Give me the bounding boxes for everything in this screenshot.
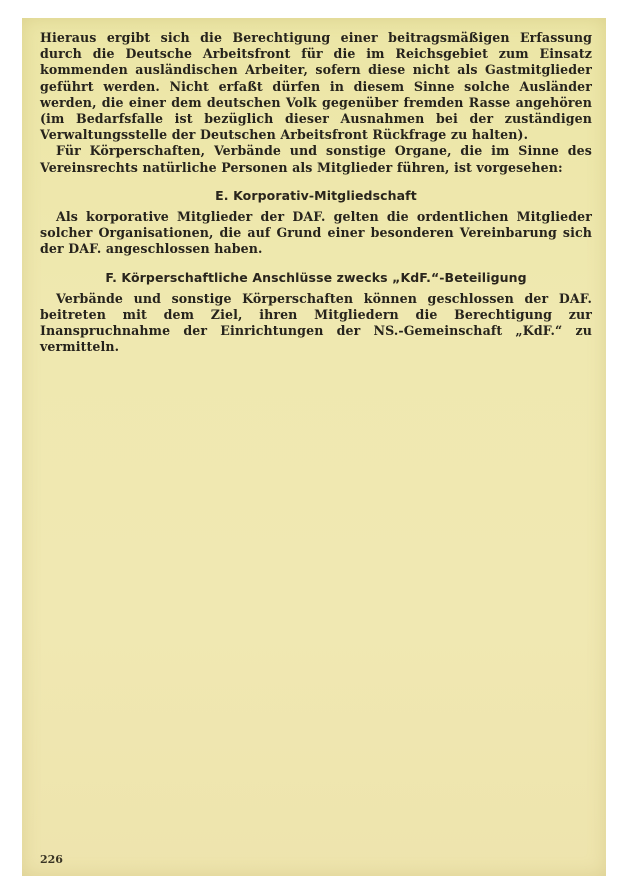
page-number: 226 <box>40 853 63 866</box>
paragraph-intro-2: Für Körperschaften, Verbände und sonstige Organe, die im Sinne des Vereinsrechts natürliche Personen als Mitglieder führen, ist vorgesehen: <box>40 143 592 175</box>
section-f-paragraph: Verbände und sonstige Körperschaften können geschlossen der DAF. beitreten mit dem Ziel, ihren Mitgliedern die Berechtigung zur Inanspruchnahme der Einrichtungen der NS.-Gemeinschaft „KdF.“ zu vermitteln. <box>40 290 592 355</box>
paragraph-intro-1: Hieraus ergibt sich die Berechtigung einer beitragsmäßigen Erfassung durch die Deutsche Arbeitsfront für die im Reichsgebiet zum Einsatz kommenden ausländischen Arbeiter, sofern diese nicht als Gastmitglieder geführt werden. Nicht erfaßt dürfen in diesem Sinne solche Ausländer werden, die einer dem deutschen Volk gegenüber fremden Rasse angehören (im Bedarfsfalle ist bezüglich dieser Ausnahmen bei der zuständigen Verwaltungsstelle der Deutschen Arbeitsfront Rückfrage zu halten). <box>40 30 592 143</box>
section-e-heading: E. Korporativ-Mitgliedschaft <box>215 187 417 203</box>
section-f-heading: F. Körperschaftliche Anschlüsse zwecks „KdF.“-Beteiligung <box>105 269 527 285</box>
page-body <box>40 30 592 356</box>
document-page <box>22 18 606 876</box>
section-e-paragraph: Als korporative Mitglieder der DAF. gelten die ordentlichen Mitglieder solcher Organisationen, die auf Grund einer besonderen Vereinbarung sich der DAF. angeschlossen haben. <box>40 209 592 257</box>
